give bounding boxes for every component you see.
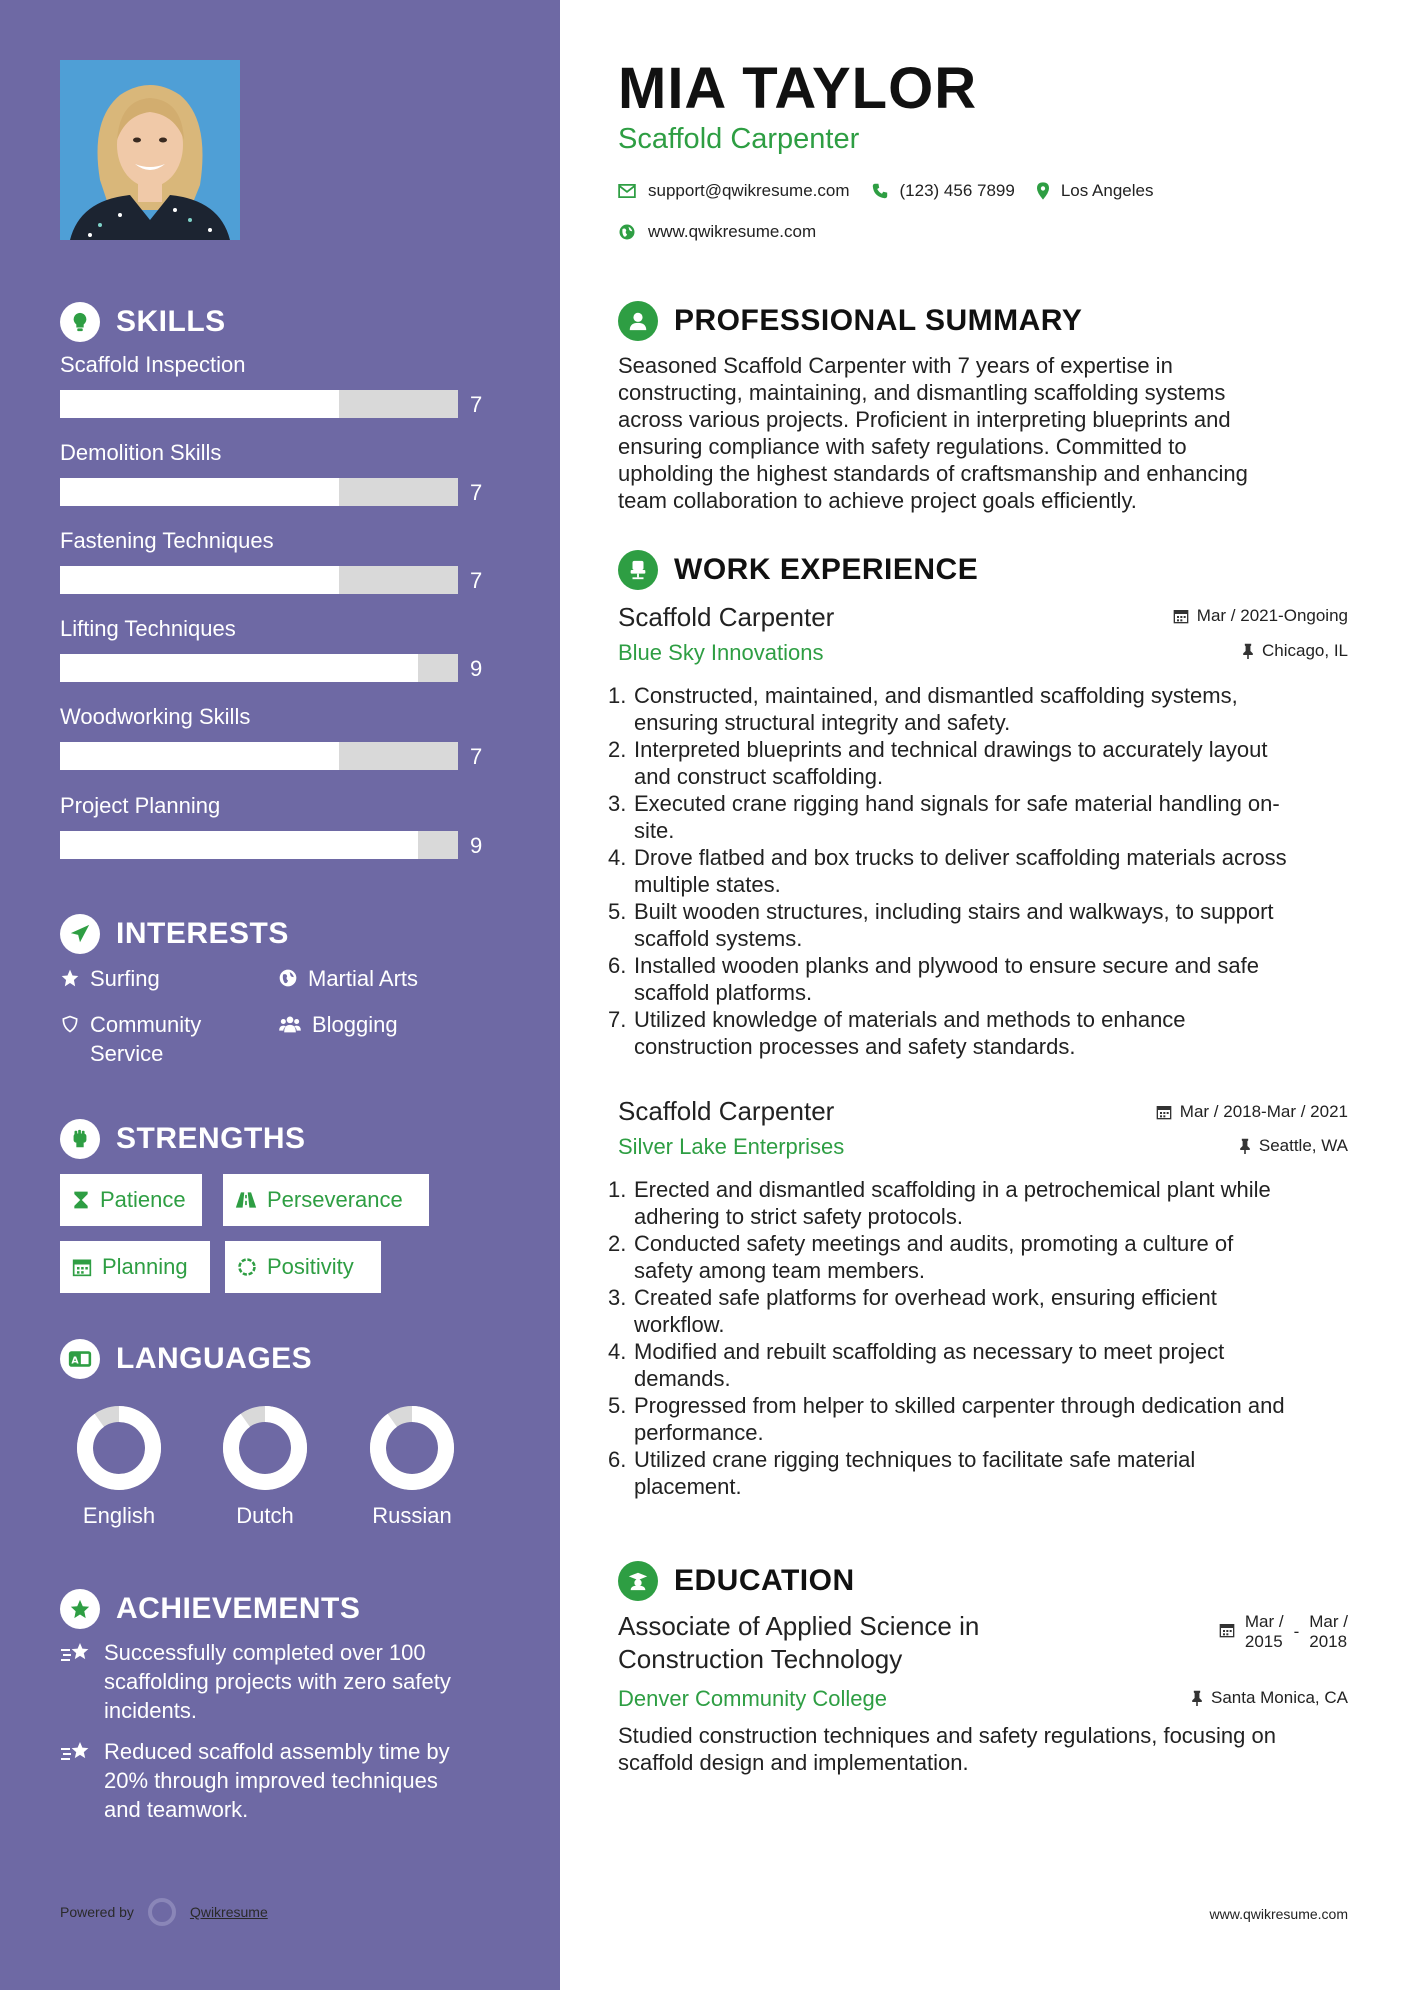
language-icon [60,1339,100,1379]
paper-plane-icon [60,914,100,954]
skill-name: Fastening Techniques [60,528,274,553]
job-location: Chicago, IL [1242,641,1348,661]
skill-value: 7 [470,568,483,593]
skill-value: 7 [470,480,483,505]
chair-icon [618,550,658,590]
language-name: English [82,1503,156,1528]
profile-photo [60,60,240,240]
skill-value: 9 [470,833,483,858]
skill-name: Lifting Techniques [60,616,236,641]
school-name: Denver Community College [618,1686,887,1711]
job-location: Seattle, WA [1239,1136,1348,1156]
skill-bar [60,390,458,418]
job-company: Silver Lake Enterprises [618,1134,845,1159]
skill-bar [60,742,458,770]
strengths-heading-label: STRENGTHS [116,1122,306,1155]
interest-item: Surfing [60,964,160,993]
map-marker-icon [1037,182,1049,200]
achievement-item: Successfully completed over 100 scaffolding projects with zero safety incidents. [60,1638,500,1725]
pin-icon [1191,1690,1203,1706]
calendar-icon [1156,1104,1172,1120]
skill-bar [60,654,458,682]
job-bullet: 4. Drove flatbed and box trucks to deliver scaffolding materials across multiple states. [608,845,1287,897]
job-bullet: 2. Interpreted blueprints and technical drawings to accurately layout and construct scaffolding. [608,737,1268,789]
language-ring [220,1403,310,1493]
language-item [64,1403,174,1529]
skill-bar-fill [60,478,339,506]
skills-heading [60,302,226,342]
hourglass-icon [72,1190,90,1210]
shooting-star-icon [60,1640,92,1666]
website-row [618,222,826,242]
education-dates: Mar / 2015 - Mar / 2018 [1219,1612,1348,1652]
candidate-name: MIA TAYLOR [618,56,978,121]
calendar-icon [1219,1622,1235,1638]
circle-notch-icon [237,1257,257,1277]
job-bullet: 1. Constructed, maintained, and dismantled scaffolding systems, ensuring structural integrity and safety. [608,683,1238,735]
skill-bar [60,478,458,506]
skill-bar-fill [60,654,418,682]
qwikresume-link[interactable]: Qwikresume [189,1904,268,1920]
skill-name: Scaffold Inspection [60,352,246,377]
email-link[interactable]: support@qwikresume.com [648,181,850,200]
candidate-role: Scaffold Carpenter [618,123,860,155]
globe-icon [618,223,636,241]
achievement-item: Reduced scaffold assembly time by 20% through improved techniques and teamwork. [60,1737,500,1824]
interests-heading-label: INTERESTS [116,917,289,950]
website-link[interactable]: www.qwikresume.com [648,222,817,241]
job-bullet: 5. Built wooden structures, including stairs and walkways, to support scaffold systems. [608,899,1274,951]
contact-row [618,181,1163,201]
users-icon [278,1014,302,1034]
qwikresume-logo-icon [148,1898,176,1926]
strength-badge: Patience [60,1174,202,1226]
job-bullet: 6. Utilized crane rigging techniques to facilitate safe material placement. [608,1447,1196,1499]
language-ring [74,1403,164,1493]
job-bullet: 3. Created safe platforms for overhead work, ensuring efficient workflow. [608,1285,1217,1337]
pin-icon [1242,643,1254,659]
summary-heading [618,301,1082,341]
skill-bar-fill [60,742,339,770]
interest-item: Martial Arts [278,964,418,993]
skill-name: Woodworking Skills [60,704,251,729]
skill-value: 7 [470,392,483,417]
job-dates: Mar / 2018-Mar / 2021 [1156,1102,1348,1122]
skill-item [60,704,500,769]
job-bullet: 7. Utilized knowledge of materials and methods to enhance construction processes and safety standards. [608,1007,1186,1059]
education-heading-label: EDUCATION [674,1564,855,1597]
job-bullet: 5. Progressed from helper to skilled carpenter through dedication and performance. [608,1393,1285,1445]
languages-heading [60,1339,312,1379]
phone-icon [872,183,888,199]
job-title: Scaffold Carpenter [618,1096,835,1126]
experience-heading [618,550,978,590]
sidebar [0,0,560,1990]
skill-item [60,528,500,593]
footer-url[interactable]: www.qwikresume.com [1209,1906,1348,1922]
job-bullet: 2. Conducted safety meetings and audits, promoting a culture of safety among team members. [608,1231,1234,1283]
language-item [210,1403,320,1529]
skill-name: Demolition Skills [60,440,222,465]
calendar-icon [1173,608,1189,624]
education-heading [618,1561,855,1601]
degree-title: Associate of Applied Science in Construction Technology [618,1611,980,1674]
skill-value: 7 [470,744,483,769]
interest-item: Blogging [278,1010,398,1039]
experience-heading-label: WORK EXPERIENCE [674,553,979,586]
education-description: Studied construction techniques and safety regulations, focusing on scaffold design and implementation. [618,1723,1276,1775]
language-name: Russian [372,1503,452,1528]
shield-icon [60,1014,80,1034]
strength-badge: Positivity [225,1241,381,1293]
calendar-icon [72,1257,92,1277]
skill-name: Project Planning [60,793,221,818]
skill-item [60,440,500,505]
job-bullets [608,1176,1348,1500]
achievements-heading-label: ACHIEVEMENTS [116,1592,361,1625]
interest-item: Community Service [60,1010,240,1068]
strength-badge: Perseverance [223,1174,429,1226]
skill-item [60,616,500,681]
language-item [357,1403,467,1529]
language-ring [367,1403,457,1493]
strength-badge: Planning [60,1241,210,1293]
phone-number[interactable]: (123) 456 7899 [899,181,1015,200]
lightbulb-icon [60,302,100,342]
language-name: Dutch [236,1503,294,1528]
job-bullets [608,682,1348,1060]
job-bullet: 3. Executed crane rigging hand signals for safe material handling on- site. [608,791,1280,843]
pin-icon [1239,1138,1251,1154]
school-location: Santa Monica, CA [1191,1688,1348,1708]
star-badge-icon [60,1589,100,1629]
languages-heading-label: LANGUAGES [116,1342,313,1375]
star-icon [60,968,80,988]
job-company: Blue Sky Innovations [618,640,824,665]
powered-by: Powered by Qwikresume [60,1898,268,1926]
user-icon [618,301,658,341]
interests-heading [60,914,289,954]
skill-value: 9 [470,656,483,681]
svg-text:A: A [71,1355,80,1367]
location-text: Los Angeles [1060,181,1154,200]
globe-icon [278,968,298,988]
skill-item [60,793,500,858]
job-bullet: 1. Erected and dismantled scaffolding in a petrochemical plant while adhering to strict safety protocols. [608,1177,1271,1229]
job-title: Scaffold Carpenter [618,602,835,632]
skill-bar [60,566,458,594]
road-icon [235,1191,257,1209]
skill-bar-fill [60,831,418,859]
job-bullet: 4. Modified and rebuilt scaffolding as necessary to meet project demands. [608,1339,1225,1391]
skill-bar-fill [60,566,339,594]
skills-heading-label: SKILLS [116,305,226,338]
skill-bar [60,831,458,859]
summary-text: Seasoned Scaffold Carpenter with 7 years of expertise in constructing, maintaining, and dismantling scaffolding systems across various projects. Proficient in interpreting blueprints and ensuring compliance with safety regulations. Committed to upholding the highest standards of craftsmanship and enhancing team collaboration to achieve project goals efficiently. [618,353,1248,513]
summary-heading-label: PROFESSIONAL SUMMARY [674,304,1083,337]
job-dates: Mar / 2021-Ongoing [1173,606,1348,626]
fist-icon [60,1119,100,1159]
strengths-heading [60,1119,306,1159]
envelope-icon [618,184,636,198]
job-bullet: 6. Installed wooden planks and plywood to ensure secure and safe scaffold platforms. [608,953,1259,1005]
skill-item [60,352,500,417]
shooting-star-icon [60,1739,92,1765]
skill-bar-fill [60,390,339,418]
graduate-icon [618,1561,658,1601]
achievements-heading [60,1589,360,1629]
